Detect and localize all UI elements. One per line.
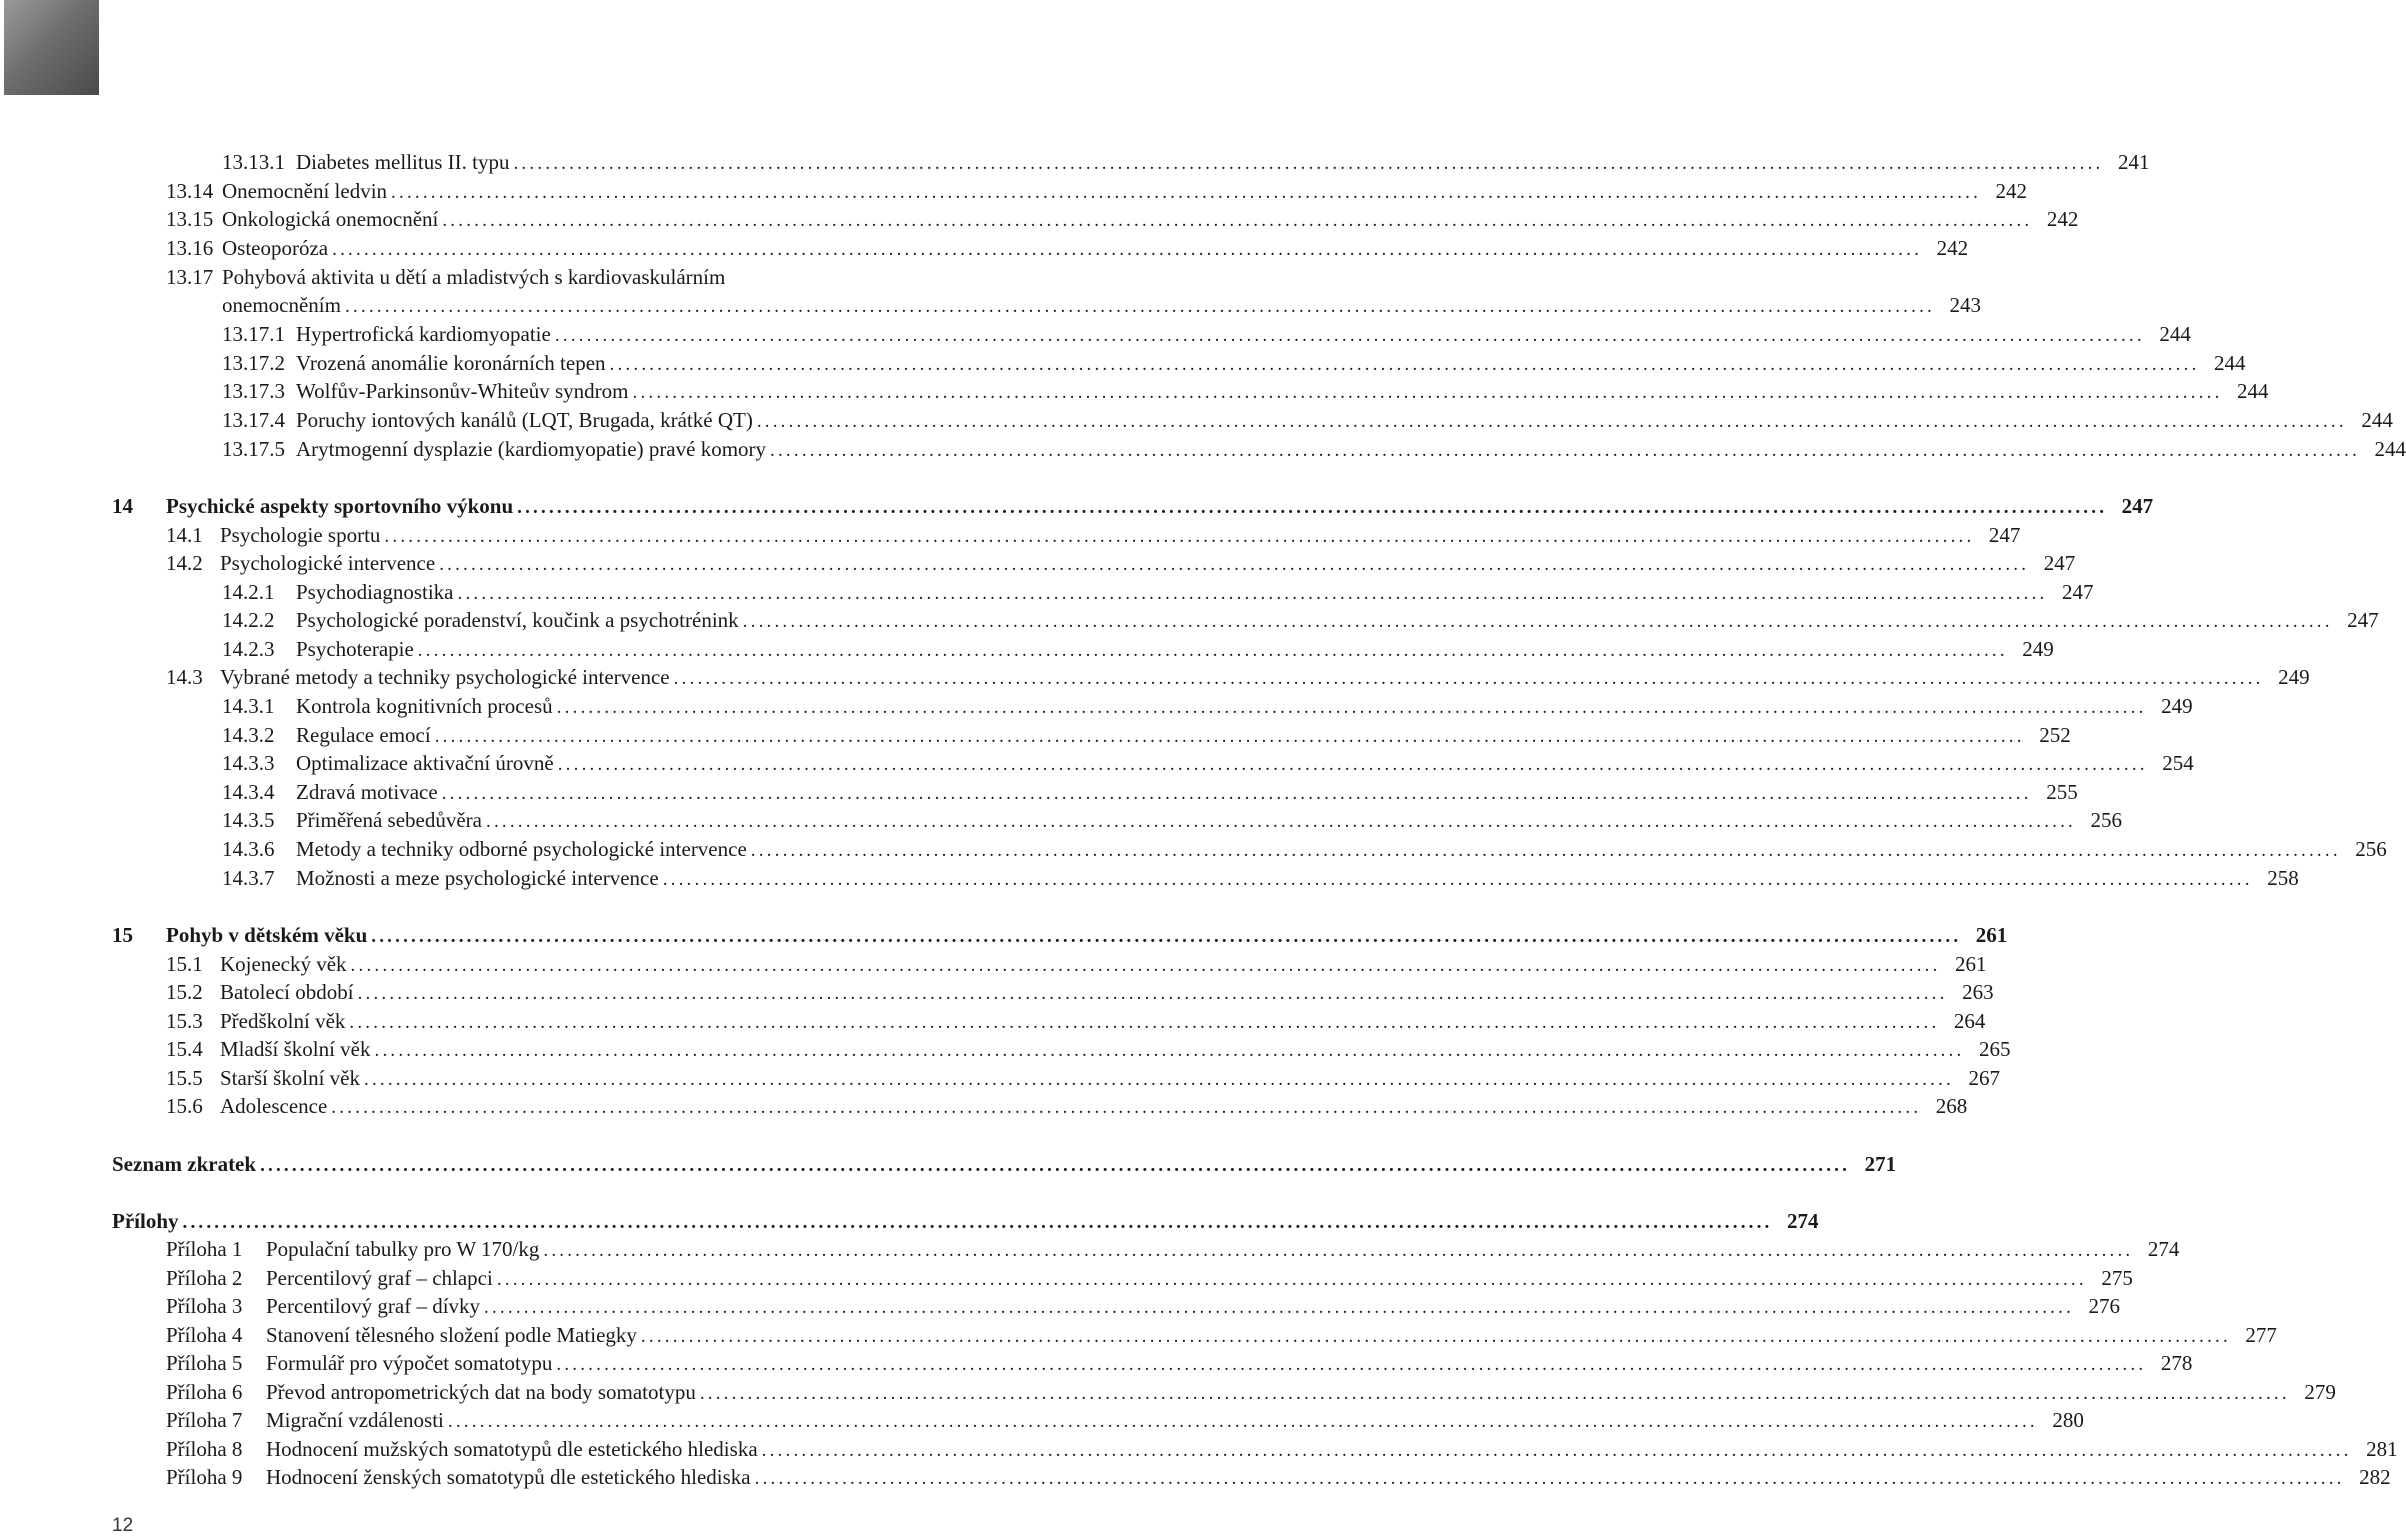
toc-entry-page: 242 xyxy=(1936,236,1969,260)
toc-entry-number: 14.3.6 xyxy=(222,837,275,861)
toc-entry-title: Percentilový graf – dívky xyxy=(266,1294,481,1318)
toc-entry xyxy=(0,1264,2133,1292)
toc-leader: ........................................................................................................................................................................................................ xyxy=(391,182,1982,203)
toc-entry-number: 13.17.3 xyxy=(222,379,285,403)
toc-entry-number: 14.2.2 xyxy=(222,608,275,632)
toc-entry-title: Předškolní věk xyxy=(220,1009,346,1033)
toc-leader: ........................................................................................................................................................................................................ xyxy=(350,955,1941,976)
toc-entry-page: 279 xyxy=(2304,1380,2336,1404)
toc-entry xyxy=(0,549,2076,577)
toc-leader: ........................................................................................................................................................................................................ xyxy=(447,1411,2038,1432)
toc-entry xyxy=(0,806,2122,834)
toc-entry-page: 247 xyxy=(2121,494,2154,518)
toc-leader: ........................................................................................................................................................................................................ xyxy=(496,1269,2087,1290)
toc-leader: ........................................................................................................................................................................................................ xyxy=(517,497,2108,518)
toc-leader: ........................................................................................................................................................................................................ xyxy=(662,869,2253,890)
toc-leader: ........................................................................................................................................................................................................ xyxy=(357,983,1948,1004)
toc-entry-title: Pohybová aktivita u dětí a mladistvých s kardiovaskulárním xyxy=(222,265,726,289)
toc-entry-title: Psychodiagnostika xyxy=(296,580,454,604)
toc-entry-number: 13.15 xyxy=(166,207,214,231)
toc-entry-title: Regulace emocí xyxy=(296,723,431,747)
toc-entry-number: 14.2.1 xyxy=(222,580,275,604)
toc-leader: ........................................................................................................................................................................................................ xyxy=(756,411,2347,432)
toc-entry-page: 275 xyxy=(2101,1266,2133,1290)
toc-leader: ........................................................................................................................................................................................................ xyxy=(554,325,2145,346)
toc-entry-title: Přílohy xyxy=(112,1209,179,1233)
toc-entry xyxy=(0,1378,2336,1406)
page-number: 12 xyxy=(112,1515,134,1536)
toc-entry-page: 276 xyxy=(2088,1294,2121,1318)
toc-entry xyxy=(0,148,2150,176)
toc-entry-page: 256 xyxy=(2355,837,2387,861)
toc-entry-page: 256 xyxy=(2090,808,2122,832)
toc-entry-page: 244 xyxy=(2361,408,2393,432)
toc-entry-page: 247 xyxy=(2043,551,2076,575)
toc-leader: ........................................................................................................................................................................................................ xyxy=(364,1069,1954,1090)
toc-entry-page: 268 xyxy=(1935,1094,1968,1118)
toc-entry-title: Onemocnění ledvin xyxy=(222,179,388,203)
toc-entry xyxy=(0,263,960,291)
toc-entry-page: 249 xyxy=(2161,694,2193,718)
toc-leader: ........................................................................................................................................................................................................ xyxy=(761,1440,2352,1461)
toc-entry xyxy=(0,978,1994,1006)
toc-entry-page: 278 xyxy=(2160,1351,2193,1375)
toc-entry xyxy=(0,435,2406,463)
toc-entry-number: 15.2 xyxy=(166,980,203,1004)
toc-leader: ........................................................................................................................................................................................................ xyxy=(484,1297,2075,1318)
toc-entry-page: 252 xyxy=(2039,723,2071,747)
chapter-tab-marker xyxy=(4,0,99,95)
toc-leader: ........................................................................................................................................................................................................ xyxy=(457,583,2048,604)
toc-entry-title: Arytmogenní dysplazie (kardiomyopatie) pravé komory xyxy=(296,437,767,461)
toc-entry-title: Migrační vzdálenosti xyxy=(266,1408,444,1432)
toc-entry-title: Metody a techniky odborné psychologické intervence xyxy=(296,837,747,861)
toc-entry xyxy=(0,606,2379,634)
toc-leader: ........................................................................................................................................................................................................ xyxy=(441,783,2032,804)
toc-entry xyxy=(0,950,1987,978)
toc-entry-title: Psychoterapie xyxy=(296,637,414,661)
toc-entry-page: 242 xyxy=(1995,179,2028,203)
toc-entry-page: 280 xyxy=(2052,1408,2084,1432)
toc-leader: ........................................................................................................................................................................................................ xyxy=(374,1040,1965,1061)
toc-entry-page: 244 xyxy=(2237,379,2269,403)
toc-leader: ........................................................................................................................................................................................................ xyxy=(557,754,2148,775)
toc-entry-title: onemocněním xyxy=(222,293,341,317)
toc-entry-page: 265 xyxy=(1979,1037,2011,1061)
toc-entry-number: Příloha 9 xyxy=(166,1465,243,1489)
toc-leader: ........................................................................................................................................................................................................ xyxy=(632,382,2223,403)
toc-leader: ........................................................................................................................................................................................................ xyxy=(754,1468,2345,1489)
toc-entry xyxy=(0,1435,2398,1463)
toc-leader: ........................................................................................................................................................................................................ xyxy=(439,554,2030,575)
toc-entry-page: 261 xyxy=(1975,923,2008,947)
toc-entry-number: 13.14 xyxy=(166,179,214,203)
toc-entry xyxy=(0,578,2094,606)
toc-entry-page: 274 xyxy=(2147,1237,2180,1261)
toc-entry-page: 255 xyxy=(2046,780,2078,804)
toc-entry-title: Zdravá motivace xyxy=(296,780,438,804)
toc-entry xyxy=(0,1349,2193,1377)
toc-entry xyxy=(0,835,2387,863)
toc-entry xyxy=(0,205,2079,233)
toc-entry-page: 244 xyxy=(2214,351,2246,375)
toc-entry-title: Seznam zkratek xyxy=(112,1152,257,1176)
toc-entry-title: Vybrané metody a techniky psychologické intervence xyxy=(220,665,670,689)
toc-entry-page: 258 xyxy=(2267,866,2299,890)
toc-entry xyxy=(0,749,2194,777)
toc-entry-number: 13.17.5 xyxy=(222,437,285,461)
toc-leader: ........................................................................................................................................................................................................ xyxy=(640,1326,2231,1347)
toc-entry xyxy=(0,234,1969,262)
toc-chapter xyxy=(0,921,2008,949)
toc-entry-page: 261 xyxy=(1955,952,1987,976)
toc-entry-page: 254 xyxy=(2162,751,2194,775)
toc-entry xyxy=(0,1463,2391,1491)
toc-leader: ........................................................................................................................................................................................................ xyxy=(486,811,2076,832)
toc-entry-title: Psychologie sportu xyxy=(220,523,381,547)
toc-entry-page: 263 xyxy=(1962,980,1994,1004)
toc-entry-number: Příloha 3 xyxy=(166,1294,243,1318)
toc-leader: ........................................................................................................................................................................................................ xyxy=(349,1012,1940,1033)
toc-leader: ........................................................................................................................................................................................................ xyxy=(609,354,2200,375)
toc-entry-title: Psychické aspekty sportovního výkonu xyxy=(166,494,514,518)
toc-leader: ........................................................................................................................................................................................................ xyxy=(371,926,1962,947)
toc-leader: ........................................................................................................................................................................................................ xyxy=(556,697,2147,718)
toc-entry-page: 249 xyxy=(2022,637,2054,661)
toc-entry-page: 242 xyxy=(2046,207,2079,231)
toc-entry-title: Možnosti a meze psychologické intervence xyxy=(296,866,659,890)
toc-entry-title: Populační tabulky pro W 170/kg xyxy=(266,1237,540,1261)
toc-entry-number: 14.3.2 xyxy=(222,723,275,747)
toc-leader: ........................................................................................................................................................................................................ xyxy=(417,640,2008,661)
toc-entry-title: Hypertrofická kardiomyopatie xyxy=(296,322,551,346)
toc-entry-page: 282 xyxy=(2359,1465,2391,1489)
toc-entry-title: Adolescence xyxy=(220,1094,328,1118)
toc-entry xyxy=(0,1092,1968,1120)
toc-leader: ........................................................................................................................................................................................................ xyxy=(750,840,2341,861)
toc-entry-title: Přiměřená sebedůvěra xyxy=(296,808,482,832)
toc-entry xyxy=(0,1007,1986,1035)
toc-entry-number: Příloha 2 xyxy=(166,1266,243,1290)
toc-entry-number: 14.3 xyxy=(166,665,203,689)
toc-entry-title: Percentilový graf – chlapci xyxy=(266,1266,493,1290)
toc-entry-number: 13.17.2 xyxy=(222,351,285,375)
toc-entry-page: 247 xyxy=(2062,580,2094,604)
toc-entry xyxy=(0,1406,2084,1434)
toc-entry-number: 14.2 xyxy=(166,551,203,575)
toc-entry-page: 274 xyxy=(1787,1209,1819,1233)
toc-entry-number: Příloha 8 xyxy=(166,1437,243,1461)
toc-entry xyxy=(0,1292,2121,1320)
toc-entry-page: 244 xyxy=(2159,322,2191,346)
toc-leader: ........................................................................................................................................................................................................ xyxy=(434,726,2025,747)
toc-entry-page: 267 xyxy=(1968,1066,2000,1090)
toc-entry-title: Formulář pro výpočet somatotypu xyxy=(266,1351,553,1375)
toc-leader: ........................................................................................................................................................................................................ xyxy=(331,1097,1922,1118)
toc-entry-page: 277 xyxy=(2245,1323,2277,1347)
toc-leader: ........................................................................................................................................................................................................ xyxy=(543,1240,2134,1261)
toc-entry-number: 14.3.4 xyxy=(222,780,275,804)
toc-entry-title: Vrozená anomálie koronárních tepen xyxy=(296,351,606,375)
toc-entry xyxy=(0,1235,2180,1263)
toc-entry-title: Psychologické poradenství, koučink a psychotrénink xyxy=(296,608,739,632)
toc-entry-title: Stanovení tělesného složení podle Matiegky xyxy=(266,1323,637,1347)
toc-leader: ........................................................................................................................................................................................................ xyxy=(770,440,2361,461)
toc-entry-number: Příloha 1 xyxy=(166,1237,243,1261)
toc-leader: ........................................................................................................................................................................................................ xyxy=(513,153,2104,174)
toc-entry-title: Wolfův-Parkinsonův-Whiteův syndrom xyxy=(296,379,629,403)
toc-entry-number: 13.17.1 xyxy=(222,322,285,346)
toc-entry-number: 13.13.1 xyxy=(222,150,285,174)
toc-entry-number: 14.3.1 xyxy=(222,694,275,718)
toc-entry-number: 15.4 xyxy=(166,1037,203,1061)
toc-entry xyxy=(0,1321,2277,1349)
toc-entry-number: Příloha 4 xyxy=(166,1323,243,1347)
toc-entry xyxy=(0,663,2310,691)
toc-entry xyxy=(0,635,2054,663)
toc-entry-page: 244 xyxy=(2374,437,2406,461)
toc-entry-title: Poruchy iontových kanálů (LQT, Brugada, krátké QT) xyxy=(296,408,753,432)
toc-leader: ........................................................................................................................................................................................................ xyxy=(260,1155,1851,1176)
toc-entry-number: 15.3 xyxy=(166,1009,203,1033)
toc-entry-title: Převod antropometrických dat na body somatotypu xyxy=(266,1380,696,1404)
toc-entry-title: Psychologické intervence xyxy=(220,551,436,575)
toc-leader: ........................................................................................................................................................................................................ xyxy=(556,1354,2147,1375)
toc-entry xyxy=(0,692,2193,720)
toc-entry-page: 264 xyxy=(1953,1009,1986,1033)
toc-chapter xyxy=(0,492,2154,520)
toc-leader: ........................................................................................................................................................................................................ xyxy=(182,1212,1773,1233)
toc-entry xyxy=(0,177,2028,205)
toc-entry xyxy=(0,377,2269,405)
toc-entry-page: 241 xyxy=(2117,150,2150,174)
toc-leader: ........................................................................................................................................................................................................ xyxy=(344,296,1935,317)
toc-entry-number: 14.3.7 xyxy=(222,866,275,890)
toc-entry-number: 13.17 xyxy=(166,265,214,289)
toc-entry-title: Optimalizace aktivační úrovně xyxy=(296,751,554,775)
toc-entry xyxy=(0,320,2191,348)
toc-entry-number: 13.16 xyxy=(166,236,214,260)
toc-entry-number: 15 xyxy=(112,923,133,947)
toc-leader: ........................................................................................................................................................................................................ xyxy=(384,526,1975,547)
toc-entry-title: Diabetes mellitus II. typu xyxy=(296,150,510,174)
toc-entry-title: Pohyb v dětském věku xyxy=(166,923,368,947)
toc-leader: ........................................................................................................................................................................................................ xyxy=(442,210,2033,231)
toc-leader: ........................................................................................................................................................................................................ xyxy=(699,1383,2290,1404)
toc-leader: ........................................................................................................................................................................................................ xyxy=(332,239,1923,260)
toc-chapter xyxy=(0,1207,1819,1235)
toc-entry-number: 14.3.5 xyxy=(222,808,275,832)
toc-entry-title: Hodnocení mužských somatotypů dle estetického hlediska xyxy=(266,1437,758,1461)
toc-entry-number: 15.5 xyxy=(166,1066,203,1090)
toc-entry xyxy=(0,349,2246,377)
toc-entry xyxy=(0,521,2021,549)
toc-entry-number: 14.3.3 xyxy=(222,751,275,775)
toc-entry-number: 15.1 xyxy=(166,952,203,976)
toc-entry xyxy=(0,1064,2000,1092)
toc-entry xyxy=(0,721,2071,749)
toc-leader: ........................................................................................................................................................................................................ xyxy=(742,611,2333,632)
toc-entry xyxy=(0,406,2393,434)
toc-entry-title: Osteoporóza xyxy=(222,236,329,260)
toc-entry xyxy=(0,778,2078,806)
toc-entry-title: Mladší školní věk xyxy=(220,1037,371,1061)
toc-entry-number: 14 xyxy=(112,494,133,518)
toc-entry-page: 271 xyxy=(1864,1152,1897,1176)
toc-entry-number: 13.17.4 xyxy=(222,408,285,432)
toc-entry-title: Batolecí období xyxy=(220,980,354,1004)
toc-entry-page: 249 xyxy=(2278,665,2310,689)
toc-entry-number: 14.2.3 xyxy=(222,637,275,661)
toc-entry-title: Kontrola kognitivních procesů xyxy=(296,694,553,718)
toc-entry-page: 247 xyxy=(2347,608,2379,632)
toc-leader: ........................................................................................................................................................................................................ xyxy=(673,668,2264,689)
toc-entry-title: Onkologická onemocnění xyxy=(222,207,439,231)
toc-entry-number: Příloha 6 xyxy=(166,1380,243,1404)
toc-entry-number: Příloha 7 xyxy=(166,1408,243,1432)
toc-entry-page: 281 xyxy=(2366,1437,2398,1461)
toc-chapter xyxy=(0,1150,1897,1178)
toc-entry-page: 243 xyxy=(1949,293,1981,317)
toc-entry-page: 247 xyxy=(1988,523,2021,547)
toc-entry-title: Hodnocení ženských somatotypů dle estetického hlediska xyxy=(266,1465,751,1489)
toc-entry-number: Příloha 5 xyxy=(166,1351,243,1375)
toc-entry-title: Starší školní věk xyxy=(220,1066,360,1090)
toc-entry-number: 14.1 xyxy=(166,523,203,547)
toc-entry xyxy=(0,864,2299,892)
toc-entry-title: Kojenecký věk xyxy=(220,952,347,976)
toc-entry-number: 15.6 xyxy=(166,1094,203,1118)
toc-entry-continuation xyxy=(0,291,1981,319)
toc-entry xyxy=(0,1035,2011,1063)
